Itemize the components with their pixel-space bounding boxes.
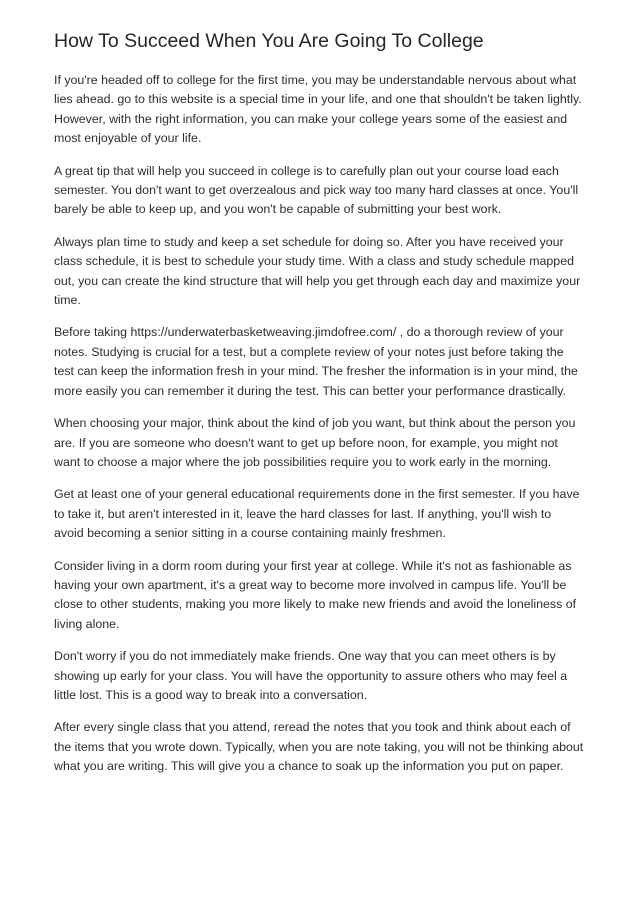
- paragraph-course-load: A great tip that will help you succeed in college is to carefully plan out your course load each semester. You don't want to get overzealous and pick way too many hard classes at once. You'll barely be able to keep up, and you won't be capable of submitting your best work.: [54, 163, 579, 217]
- paragraph-intro: If you're headed off to college for the first time, you may be understandable nervous about what lies ahead. go to this website is a special time in your life, and one that shouldn't be taken lightly. However, with the right information, you can make your college years some of the easiest and most enjoyable of your life.: [54, 73, 582, 146]
- paragraph-general-requirements: Get at least one of your general educational requirements done in the first semester. If you have to take it, but aren't interested in it, leave the hard classes for last. If anything, you'll wish to avoid becoming a senior sitting in a course containing mainly freshmen.: [54, 487, 580, 541]
- paragraph-reread-notes: After every single class that you attend, reread the notes that you took and think about each of the items that you wrote down. Typically, when you are note taking, you will not be thinking about what you are writing. This will give you a chance to soak up the information you put on paper.: [54, 720, 584, 774]
- paragraph-making-friends: Don't worry if you do not immediately make friends. One way that you can meet others is by showing up early for your class. You will have the opportunity to assure others who may feel a little lost. This is a good way to break into a conversation.: [54, 649, 568, 702]
- document-title: How To Succeed When You Are Going To College: [54, 30, 484, 52]
- paragraph-choosing-major: When choosing your major, think about the kind of job you want, but think about the person you are. If you are someone who doesn't want to get up before noon, for example, you might not want to choose a major where the job possibilities require you to work early in the morning.: [54, 416, 576, 469]
- paragraph-review-notes: Before taking https://underwaterbasketweaving.jimdofree.com/ , do a thorough review of your notes. Studying is crucial for a test, but a complete review of your notes just before taking the test can keep the information fresh in your mind. The fresher the information is in your mind, the more easily you can remember it during the test. This can better your performance drastically.: [54, 325, 578, 398]
- paragraph-study-schedule: Always plan time to study and keep a set schedule for doing so. After you have received your class schedule, it is best to schedule your study time. With a class and study schedule mapped out, you can create the kind structure that will help you get through each day and maximize your time.: [54, 234, 581, 308]
- paragraph-dorm-room: Consider living in a dorm room during your first year at college. While it's not as fashionable as having your own apartment, it's a great way to become more involved in campus life. You'll be close to other students, making you more likely to make new friends and avoid the loneliness of living alone.: [54, 558, 577, 631]
